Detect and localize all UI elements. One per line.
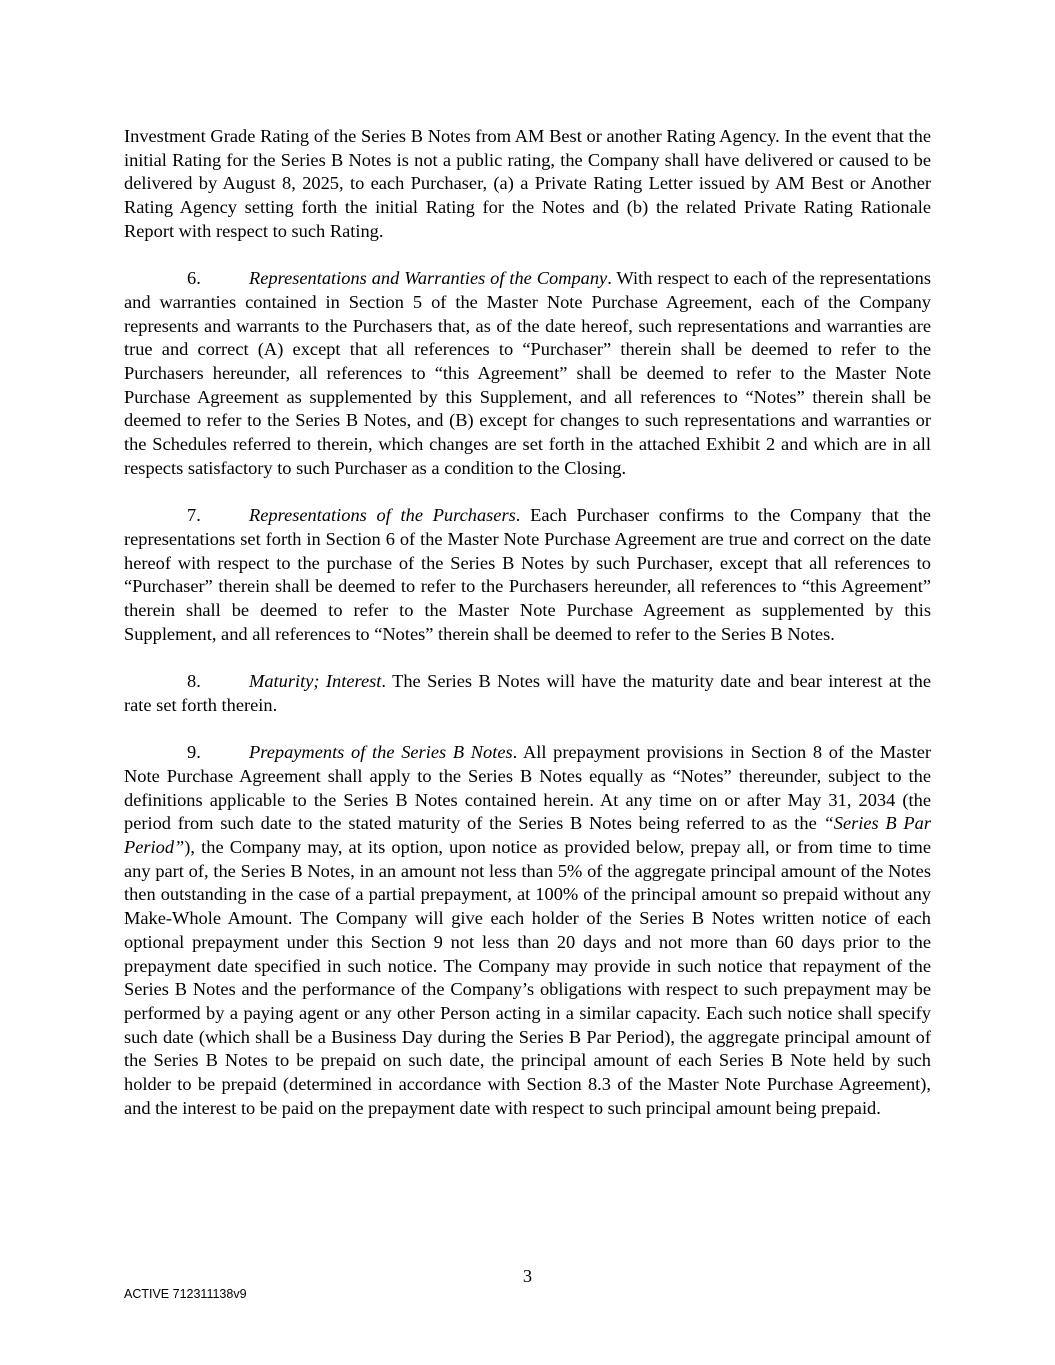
section-number: 8. [187, 671, 201, 692]
section-number: 9. [187, 742, 201, 763]
section-7-paragraph: 7. Representations of the Purchasers. Each Purchaser confirms to the Company that the representations set forth in Section 6 of the Master Note Purchase Agreement are true and correct on the date hereof with respect to the purchase of the Series B Notes by such Purchaser, except that all references to “Purchaser” therein shall be deemed to refer to the Purchasers hereunder, all references to “this Agreement” therein shall be deemed to refer to the Master Note Purchase Agreement as supplemented by this Supplement, and all references to “Notes” therein shall be deemed to refer to the Series B Notes. [124, 505, 931, 644]
section-number: 6. [187, 268, 201, 289]
paragraph-text: ), the Company may, at its option, upon notice as provided below, prepay all, or from time to time any part of, the Series B Notes, in an amount not less than 5% of the aggregate principal amount of the Notes then outstanding in the case of a partial prepayment, at 100% of the principal amount so prepaid without any Make-Whole Amount. The Company will give each holder of the Series B Notes written notice of each optional prepayment under this Section 9 not less than 20 days and not more than 60 days prior to the prepayment date specified in such notice. The Company may provide in such notice that repayment of the Series B Notes and the performance of the Company’s obligations with respect to such prepayment may be performed by a paying agent or any other Person acting in a similar capacity. Each such notice shall specify such date (which shall be a Business Day during the Series B Par Period), the aggregate principal amount of the Series B Notes to be prepaid on such date, the principal amount of each Series B Note held by such holder to be prepaid (determined in accordance with Section 8.3 of the Master Note Purchase Agreement), and the interest to be paid on the prepayment date with respect to such principal amount being prepaid. [124, 837, 931, 1118]
paragraph-text: Each Purchaser confirms to the Company that the representations set forth in Section 6 of the Master Note Purchase Agreement are true and correct on the date hereof with respect to the purchase of the Series B Notes by such Purchaser, except that all references to “Purchaser” therein shall be deemed to refer to the Purchasers hereunder, all references to “this Agreement” therein shall be deemed to refer to the Master Note Purchase Agreement as supplemented by this Supplement, and all references to “Notes” therein shall be deemed to refer to the Series B Notes. [124, 505, 931, 644]
paragraph-text: The Series B Notes will have the maturity date and bear interest at the rate set forth therein. [124, 671, 932, 715]
section-heading: Representations and Warranties of the Company [249, 268, 608, 289]
section-6-paragraph: 6. Representations and Warranties of the Company. With respect to each of the representations and warranties contained in Section 5 of the Master Note Purchase Agreement, each of the Company represents and warrants to the Purchasers that, as of the date hereof, such representations and warranties are true and correct (A) except that all references to “Purchaser” therein shall be deemed to refer to the Purchasers hereunder, all references to “this Agreement” shall be deemed to refer to the Master Note Purchase Agreement as supplemented by this Supplement, and all references to “Notes” therein shall be deemed to refer to the Series B Notes, and (B) except for changes to such representations and warranties or the Schedules referred to therein, which changes are set forth in the attached Exhibit 2 and which are in all respects satisfactory to such Purchaser as a condition to the Closing. [124, 268, 931, 478]
paragraph-text: All prepayment provisions in Section 8 of the Master Note Purchase Agreement shall apply to the Series B Notes equally as “Notes” thereunder, subject to the definitions applicable to the Series B Notes contained herein. At any time on or after May 31, 2034 (the period from such date to the stated maturity of the Series B Notes being referred to as the [124, 742, 931, 834]
defined-term: “Series B Par Period” [124, 813, 931, 858]
section-heading: Representations of the Purchasers [249, 505, 516, 526]
document-body [124, 125, 931, 1120]
section-heading: Prepayments of the Series B Notes [249, 742, 513, 763]
section-heading: Maturity; Interest [249, 671, 382, 692]
page-number: 3 [522, 1266, 533, 1286]
paragraph-text: With respect to each of the representations and warranties contained in Section 5 of the Master Note Purchase Agreement, each of the Company represents and warrants to the Purchasers that, as of the date hereof, such representations and warranties are true and correct (A) except that all references to “Purchaser” therein shall be deemed to refer to the Purchasers hereunder, all references to “this Agreement” shall be deemed to refer to the Master Note Purchase Agreement as supplemented by this Supplement, and all references to “Notes” therein shall be deemed to refer to the Series B Notes, and (B) except for changes to such representations and warranties or the Schedules referred to therein, which changes are set forth in the attached Exhibit 2 and which are in all respects satisfactory to such Purchaser as a condition to the Closing. [124, 268, 931, 478]
section-8-paragraph: 8. Maturity; Interest. The Series B Notes will have the maturity date and bear interest at the rate set forth therein. [124, 671, 932, 715]
section-9-paragraph: 9. Prepayments of the Series B Notes. All prepayment provisions in Section 8 of the Master Note Purchase Agreement shall apply to the Series B Notes equally as “Notes” thereunder, subject to the definitions applicable to the Series B Notes contained herein. At any time on or after May 31, 2034 (the period from such date to the stated maturity of the Series B Notes being referred to as the “Series B Par Period”), the Company may, at its option, upon notice as provided below, prepay all, or from time to time any part of, the Series B Notes, in an amount not less than 5% of the aggregate principal amount of the Notes then outstanding in the case of a partial prepayment, at 100% of the principal amount so prepaid without any Make-Whole Amount. The Company will give each holder of the Series B Notes written notice of each optional prepayment under this Section 9 not less than 20 days and not more than 60 days prior to the prepayment date specified in such notice. The Company may provide in such notice that repayment of the Series B Notes and the performance of the Company’s obligations with respect to such prepayment may be performed by a paying agent or any other Person acting in a similar capacity. Each such notice shall specify such date (which shall be a Business Day during the Series B Par Period), the aggregate principal amount of the Series B Notes to be prepaid on such date, the principal amount of each Series B Note held by such holder to be prepaid (determined in accordance with Section 8.3 of the Master Note Purchase Agreement), and the interest to be paid on the prepayment date with respect to such principal amount being prepaid. [124, 742, 931, 1118]
paragraph-text: Investment Grade Rating of the Series B Notes from AM Best or another Rating Agency. In the event that the initial Rating for the Series B Notes is not a public rating, the Company shall have delivered or caused to be delivered by August 8, 2025, to each Purchaser, (a) a Private Rating Letter issued by AM Best or Another Rating Agency setting forth the initial Rating for the Notes and (b) the related Private Rating Rationale Report with respect to such Rating. [124, 126, 931, 241]
paragraph-continuation [124, 125, 931, 244]
section-number: 7. [187, 505, 201, 526]
document-id-footer: ACTIVE 712311138v9 [124, 1287, 247, 1301]
